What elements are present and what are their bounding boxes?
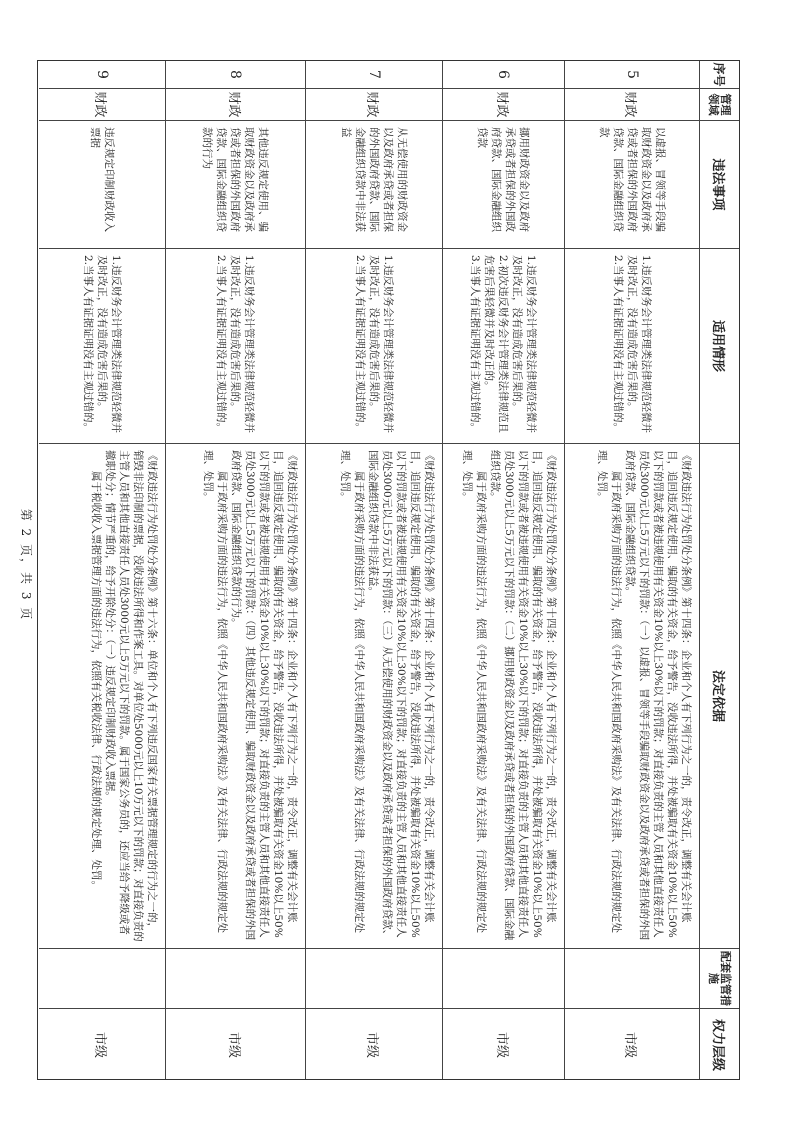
row-condition [443, 249, 564, 444]
table-row [442, 61, 564, 1079]
row-basis [443, 444, 564, 949]
row-level: 市级 [226, 1031, 241, 1058]
row-seq: 5 [565, 61, 699, 89]
row-basis-text: 《财政违法行为处罚处分条例》第十四条：企业和个人有下列行为之一的，责令改正，调整有关会计账目，追回违反规定使用、骗取的有关资金，给予警告，没收违法所得，并处被骗取有关资金10%以上50%以下的罚款或者被违规使用有关资金10%以上30%以下的罚款；对直接负责的主管人员和其他直接责任人员处3000元以上5万元以下的罚款：（二）挪用财政资金以及政府承贷或者担保的外国政府贷款、国际金融组织贷款。 属于政府采购方面的违法行为，依照《中华人民共和国政府采购法》及有关法律、行政法规的规定处理、处罚。 [461, 450, 557, 941]
row-basis [166, 444, 305, 949]
row-matter-text: 挪用财政资金以及政府承贷或者担保的外国政府贷款、国际金融组织贷款 [476, 127, 531, 232]
table-row [165, 61, 305, 1079]
row-basis-text: 《财政违法行为处罚处分条例》第十四条：企业和个人有下列行为之一的，责令改正，调整有关会计账目，追回违反规定使用、骗取的有关资金，给予警告，没收违法所得，并处被骗取有关资金10%以上50%以下的罚款或者被违规使用有关资金10%以上30%以下的罚款；对直接负责的主管人员和其他直接责任人员处3000元以上5万元以下的罚款：（一）以虚报、冒领等手段骗取财政资金以及政府承贷或者担保的外国政府贷款、国际金融组织贷款。 属于政府采购方面的违法行为，依照《中华人民共和国政府采购法》及有关法律、行政法规的规定处理、处罚。 [596, 450, 692, 941]
row-seq: 6 [443, 61, 564, 89]
row-matter-text: 违反规定印制财政收入票据 [89, 127, 115, 232]
row-field: 财政 [306, 89, 442, 121]
row-basis-text: 《财政违法行为处罚处分条例》第十六条：单位和个人有下列违反国家有关票据管理规定的行为之一的，销毁非法印制的票据，没收违法所得和作案工具。对单位处5000元以上10万元以下的罚款；对直接负责的主管人员和其他直接责任人员处3000元以上5万元以下的罚款。属于国家公务员的，还应当给予降级或者撤职处分；情节严重的，给予开除处分：（一）违反规定印制财政收入票据。 属于税收收入票据管理方面的违法行为，依照有关税收法律、行政法规的规定处理、处罚。 [90, 450, 158, 942]
row-field: 财政 [565, 89, 699, 121]
row-supervision [39, 949, 165, 1009]
header-level: 权力层级 [710, 1018, 725, 1071]
row-seq: 7 [306, 61, 442, 89]
row-matter [306, 121, 442, 249]
header-condition: 适用情形 [700, 249, 739, 444]
table-header-row [699, 61, 739, 1079]
row-matter [39, 121, 165, 249]
row-condition [565, 249, 699, 444]
row-supervision [166, 949, 305, 1009]
header-supervision: 配套监管措施 [700, 949, 739, 1009]
row-seq: 9 [39, 61, 165, 89]
row-supervision [443, 949, 564, 1009]
header-basis: 法定依据 [700, 444, 739, 949]
row-condition [306, 249, 442, 444]
table-row [39, 61, 165, 1079]
page-number: 第 2 页，共 3 页 [19, 508, 33, 622]
row-condition-text: 1.违反财务会计管理类法律规范轻微并及时改正，没有造成危害后果的。 2.当事人有证据证明没有主观过错的。 [612, 255, 652, 434]
row-level: 市级 [622, 1031, 638, 1058]
row-basis-text: 《财政违法行为处罚处分条例》第十四条：企业和个人有下列行为之一的，责令改正，调整有关会计账目，追回违反规定使用、骗取的有关资金，给予警告，没收违法所得，并处被骗取有关资金10%以上50%以下的罚款或者被违规使用有关资金10%以上30%以下的罚款；对直接负责的主管人员和其他直接责任人员处3000元以上5万元以下的罚款：（四）其他违反规定使用、骗取财政资金以及政府承贷或者担保的外国政府贷款、国际金融组织贷款的行为。 属于政府采购方面的违法行为，依照《中华人民共和国政府采购法》及有关法律、行政法规的规定处理、处罚。 [202, 450, 298, 941]
row-basis [306, 444, 442, 949]
row-condition-text: 1.违反财务会计管理类法律规范轻微并及时改正，没有造成危害后果的。 2.当事人有证据证明没有主观过错的。 [82, 255, 122, 434]
header-matter: 违法事项 [700, 121, 739, 249]
row-condition [39, 249, 165, 444]
row-condition-text: 1.违反财务会计管理类法律规范轻微并及时改正，没有造成危害后果的。 2.初次违反财务会计管理类法律规范且危害后果轻微并及时改正的。 3.当事人有证据证明没有主观过错的。 [469, 255, 538, 434]
header-field: 管理领域 [700, 89, 739, 121]
row-condition-text: 1.违反财务会计管理类法律规范轻微并及时改正，没有造成危害后果的。 2.当事人有证据证明没有主观过错的。 [354, 255, 394, 434]
row-matter-text: 其他违反规定使用、骗取财政资金以及政府承贷或者担保的外国政府贷款、国际金融组织贷款的行为 [201, 127, 270, 232]
row-field: 财政 [166, 89, 305, 121]
row-level: 市级 [494, 1031, 509, 1058]
row-matter [166, 121, 305, 249]
row-basis-text: 《财政违法行为处罚处分条例》第十四条：企业和个人有下列行为之一的，责令改正，调整有关会计账目，追回违反规定使用、骗取的有关资金，给予警告，没收违法所得，并处被骗取有关资金10%以上50%以下的罚款或者被违规使用有关资金10%以上30%以下的罚款；对直接负责的主管人员和其他直接责任人员处3000元以上5万元以下的罚款：（三）从无偿使用的财政资金以及政府承贷或者担保的外国政府贷款、国际金融组织贷款中非法获益。 属于政府采购方面的违法行为，依照《中华人民共和国政府采购法》及有关法律、行政法规的规定处理、处罚。 [339, 450, 435, 941]
row-condition [166, 249, 305, 444]
header-seq: 序号 [700, 61, 739, 89]
row-matter [443, 121, 564, 249]
row-field: 财政 [443, 89, 564, 121]
row-supervision [565, 949, 699, 1009]
row-supervision [306, 949, 442, 1009]
enforcement-table [37, 60, 740, 1080]
row-seq: 8 [166, 61, 305, 89]
row-matter [565, 121, 699, 249]
row-matter-text: 以虚报、冒领等手段骗取财政资金以及政府承贷或者担保的外国政府贷款、国际金融组织贷款 [598, 127, 666, 232]
table-row [564, 61, 699, 1079]
table-row [305, 61, 442, 1079]
row-field: 财政 [39, 89, 165, 121]
row-condition-text: 1.违反财务会计管理类法律规范轻微并及时改正，没有造成危害后果的。 2.当事人有证据证明没有主观过错的。 [215, 255, 256, 434]
row-basis [39, 444, 165, 949]
row-basis [565, 444, 699, 949]
row-level: 市级 [364, 1031, 380, 1058]
row-level: 市级 [92, 1031, 108, 1058]
row-matter-text: 从无偿使用的财政资金以及政府承贷或者担保的外国政府贷款、国际金融组织贷款中非法获益 [340, 127, 408, 232]
